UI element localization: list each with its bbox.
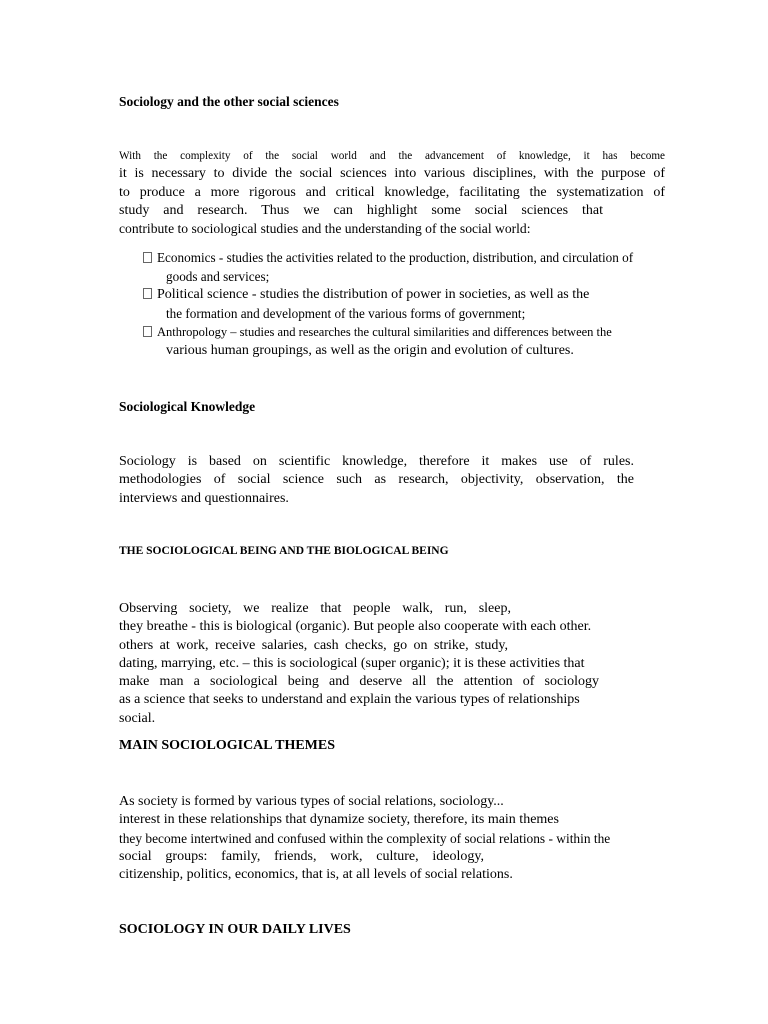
knowledge-line: methodologies of social science such as research, objectivity, observation, the: [119, 472, 634, 488]
bullet-box-icon: [143, 252, 152, 263]
bullet-box-icon: [143, 326, 152, 337]
heading-sociological-knowledge: Sociological Knowledge: [119, 399, 256, 414]
bullet-text: Political science - studies the distribution of power in societies, as well as the: [157, 287, 590, 302]
themes-line: As society is formed by various types of social relations, sociology...: [119, 794, 504, 809]
list-item-line: goods and services;: [166, 268, 270, 284]
intro-line: it is necessary to divide the social sciences into various disciplines, with the purpose of: [119, 166, 665, 182]
social-sciences-list: [143, 249, 673, 360]
list-item-line: various human groupings, as well as the origin and evolution of cultures.: [166, 342, 574, 358]
being-line: they breathe - this is biological (organic). But people also cooperate with each other.: [119, 619, 592, 635]
paragraph-themes: [119, 793, 665, 884]
themes-line: social groups: family, friends, work, culture, ideology,: [119, 848, 484, 864]
intro-line: study and research. Thus we can highlight some social sciences that: [119, 202, 603, 218]
list-item-line: [143, 323, 673, 342]
bullet-text: Economics - studies the activities related to the production, distribution, and circulation of: [157, 250, 634, 265]
being-line: as a science that seeks to understand and explain the various types of relationships: [119, 692, 580, 708]
bullet-box-icon: [143, 288, 152, 299]
list-item: [143, 286, 673, 323]
intro-line: contribute to sociological studies and the understanding of the social world:: [119, 221, 531, 237]
list-item-line: the formation and development of the various forms of government;: [166, 305, 526, 321]
being-line: Observing society, we realize that people walk, run, sleep,: [119, 601, 511, 616]
list-item-line: [143, 249, 673, 268]
list-item: [143, 249, 673, 286]
themes-line: interest in these relationships that dynamize society, therefore, its main themes: [119, 812, 559, 828]
bullet-text: Anthropology – studies and researches the cultural similarities and differences between the: [157, 325, 612, 339]
paragraph-being: [119, 600, 665, 728]
paragraph-knowledge: [119, 453, 634, 508]
being-line: dating, marrying, etc. – this is sociological (super organic); it is these activities that: [119, 655, 585, 671]
list-item-line: [143, 286, 673, 305]
heading-main-themes: MAIN SOCIOLOGICAL THEMES: [119, 738, 336, 753]
knowledge-line: interviews and questionnaires.: [119, 490, 289, 506]
heading-daily-lives: SOCIOLOGY IN OUR DAILY LIVES: [119, 922, 351, 937]
heading-sociological-being: THE SOCIOLOGICAL BEING AND THE BIOLOGICAL BEING: [119, 545, 449, 557]
list-item: [143, 323, 673, 360]
intro-line: to produce a more rigorous and critical knowledge, facilitating the systematization of: [119, 184, 665, 200]
being-line: make man a sociological being and deserve all the attention of sociology: [119, 674, 599, 690]
themes-line: citizenship, politics, economics, that is, at all levels of social relations.: [119, 867, 513, 883]
paragraph-intro: [119, 147, 665, 238]
themes-line: they become intertwined and confused within the complexity of social relations - within the: [119, 830, 611, 846]
knowledge-line: Sociology is based on scientific knowledge, therefore it makes use of rules.: [119, 454, 634, 469]
being-line: social.: [119, 710, 156, 726]
heading-social-sciences: Sociology and the other social sciences: [119, 94, 339, 109]
being-line: others at work, receive salaries, cash checks, go on strike, study,: [119, 637, 508, 653]
intro-line: With the complexity of the social world and the advancement of knowledge, it has become: [119, 150, 665, 162]
